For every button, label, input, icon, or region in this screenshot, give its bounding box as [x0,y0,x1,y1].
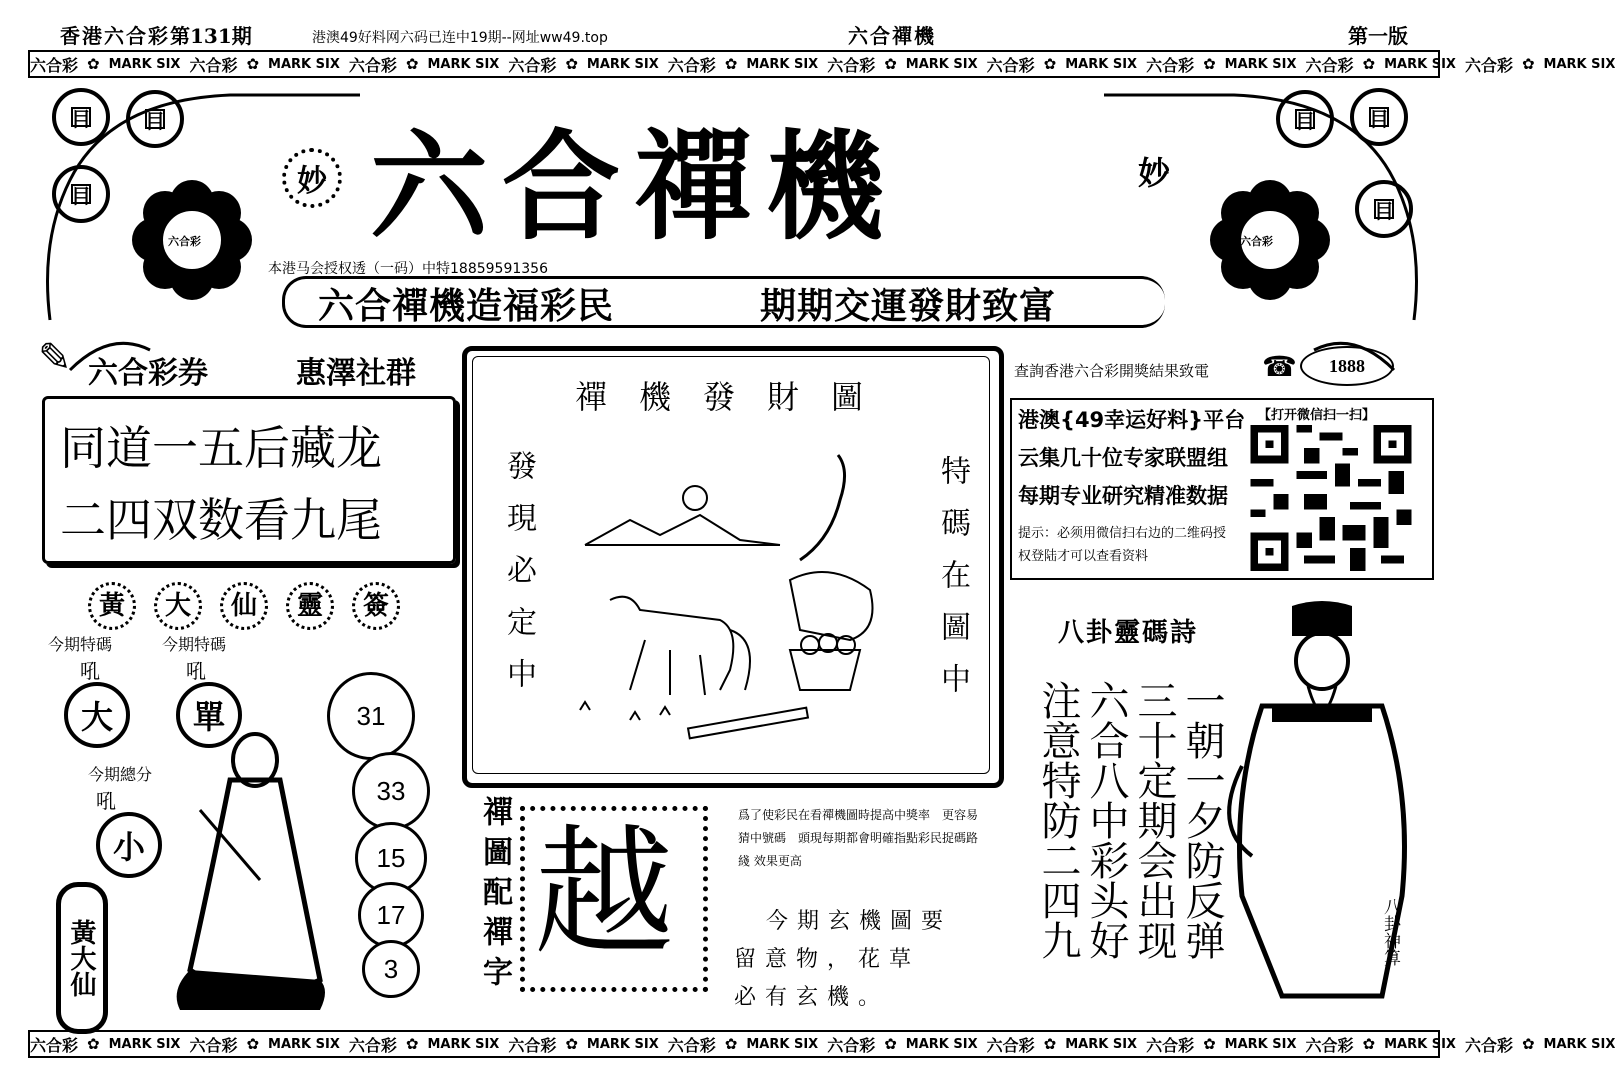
coin-icon: 目 [52,165,110,223]
slogan-right: 期期交運發財致富 [760,286,1057,327]
strip-logo: 六合彩 [1464,1035,1513,1055]
strip-logo: 六合彩 [1146,1035,1195,1055]
left-heading-right: 惠澤社群 [296,356,416,391]
flower-icon: ✿ [87,1035,100,1053]
flower-icon: ✿ [1521,55,1535,73]
picture-right-col: 特碼在圖中 [935,455,970,715]
ad-line2: 云集几十位专家联盟组 [1018,446,1228,470]
slogan-left: 六合禪機造福彩民 [318,286,615,327]
banner-title: 六合禪機 [370,117,899,256]
strip-mark-six: MARK SIX [586,1036,659,1052]
strip-mark-six: MARK SIX [427,56,500,72]
hou-3: 吼 [96,789,116,813]
issue-header [60,20,252,49]
strip-mark-six: MARK SIX [905,56,978,72]
phone-number: 1888 [1300,346,1394,386]
strip-mark-six: MARK SIX [108,56,181,72]
license-text: 本港马会授权透（一码）中特18859591356 [268,261,548,277]
strip-logo: 六合彩 [1146,55,1195,75]
strip-logo: 六合彩 [667,1035,716,1055]
strip-logo: 六合彩 [827,1035,876,1055]
coin-icon: 目 [126,90,184,148]
qr-code-icon[interactable] [1250,425,1412,571]
coin-icon: 目 [1355,180,1413,238]
number-ball: 33 [352,752,430,830]
flame-icon: ✎ [38,335,72,381]
flower-icon: ✿ [565,1035,578,1053]
ad-tip: 提示：必须用微信扫右边的二维码授权登陆才可以查看资料 [1018,526,1227,564]
strip-logo: 六合彩 [348,55,397,75]
huang-title-char: 黃 [88,582,136,630]
huang-label-1: 今期特碼 [48,635,113,654]
header-center-title: 六合禪機 [848,24,936,48]
strip-logo: 六合彩 [986,55,1035,75]
coin-icon: 目 [1350,88,1408,146]
strip-logo: 六合彩 [827,55,876,75]
strip-logo: 六合彩 [1305,1035,1354,1055]
strip-mark-six: MARK SIX [746,56,819,72]
picture-note: 爲了使彩民在看禪機圖時提高中獎率 更容易猜中號碼 頭現每期都會明確指點彩民捉碼路綫 效果更高 [738,808,979,868]
poem-line: 三十定期会出现 [1131,680,1177,960]
strip-mark-six: MARK SIX [586,56,659,72]
coin-icon: 目 [1276,90,1334,148]
edition-label: 第一版 [1348,24,1408,48]
strip-logo: 六合彩 [986,1035,1035,1055]
big-char: 越 [534,812,675,975]
phone-icon: ☎ [1262,350,1297,383]
hou-2: 吼 [186,659,206,683]
flower-icon: ✿ [884,55,897,73]
phone-text: 查詢香港六合彩開獎結果致電 [1014,362,1210,380]
poem-line: 六合八中彩头好 [1083,680,1129,960]
hint-line2: 留意物，花草 [734,947,921,972]
site-notice: 港澳49好料网六码已连中19期--网址ww49.top [312,30,608,46]
flower-icon: ✿ [405,55,419,73]
strip-mark-six: MARK SIX [905,1036,978,1052]
side-title: 禪圖配禪字 [477,796,512,996]
strip-mark-six: MARK SIX [1384,1036,1456,1052]
strip-logo: 六合彩 [1305,55,1354,75]
number-ball: 3 [362,940,420,998]
strip-mark-six: MARK SIX [1065,1036,1138,1052]
strip-mark-six: MARK SIX [1543,1036,1615,1052]
strip-logo: 六合彩 [189,55,238,75]
pick-odd: 單 [176,682,242,748]
pick-big: 大 [64,682,130,748]
issue-prefix: 香港六合彩 [60,24,170,48]
huang-label-2: 今期特碼 [162,635,227,654]
flower-icon: ✿ [1203,1035,1216,1053]
strip-mark-six: MARK SIX [268,56,340,72]
strip-logo: 六合彩 [348,1035,397,1055]
miao-seal-left: 妙 [282,148,342,208]
strip-mark-six: MARK SIX [427,1036,500,1052]
flower-label: 六合彩 [168,235,201,248]
verse-line2: 二四双数看九尾 [60,493,382,547]
huang-seal: 黃大仙 [56,882,108,1034]
flower-icon: ✿ [565,55,578,73]
strip-mark-six: MARK SIX [108,1036,181,1052]
flower-label: 六合彩 [1240,235,1273,248]
strip-logo: 六合彩 [189,1035,238,1055]
strip-mark-six: MARK SIX [268,1036,340,1052]
picture-left-col: 發現必定中 [501,450,536,710]
flower-icon: ✿ [246,1035,260,1053]
poem-line: 一朝一夕防反弹 [1179,680,1225,960]
qr-label: 【打开微信扫一扫】 [1258,408,1376,423]
flower-icon: ✿ [884,1035,897,1053]
strip-mark-six: MARK SIX [746,1036,819,1052]
huang-title-char: 簽 [352,582,400,630]
number-ball: 15 [355,822,427,894]
ad-line3: 每期专业研究精准数据 [1018,484,1228,508]
strip-logo: 六合彩 [508,55,557,75]
strip-logo: 六合彩 [30,1035,79,1055]
huang-title-char: 仙 [220,582,268,630]
huang-title-char: 靈 [286,582,334,630]
hint-line3: 必有玄機。 [734,985,890,1010]
coin-icon: 目 [52,88,110,146]
flower-icon: ✿ [1362,55,1376,73]
strip-mark-six: MARK SIX [1224,56,1297,72]
strip-mark-six: MARK SIX [1543,56,1615,72]
strip-logo: 六合彩 [30,55,79,75]
pick-small: 小 [96,812,162,878]
flower-icon: ✿ [405,1035,419,1053]
flower-icon: ✿ [724,55,738,73]
sage-figure-icon [170,720,330,1020]
strip-logo: 六合彩 [1464,55,1513,75]
riddle-drawing [570,440,900,750]
flower-icon: ✿ [1043,55,1057,73]
issue-number: 第131期 [170,24,252,48]
bagua-signature: 八卦神算 [1380,898,1400,966]
number-ball: 31 [327,672,415,760]
strip-mark-six: MARK SIX [1224,1036,1297,1052]
strip-mark-six: MARK SIX [1384,56,1456,72]
flower-icon: ✿ [1362,1035,1376,1053]
flower-icon: ✿ [246,55,260,73]
huang-title-char: 大 [154,582,202,630]
flower-icon: ✿ [87,55,100,73]
flower-icon: ✿ [724,1035,738,1053]
ad-line1: 港澳{49幸运好料}平台 [1018,408,1246,432]
picture-title: 禪機發財圖 [575,378,896,416]
miao-seal-right: 妙 [1138,154,1171,192]
huang-label-3: 今期總分 [88,765,153,784]
mark-six-strip-bottom [28,1030,1615,1058]
number-ball: 17 [358,882,424,948]
poem-line: 注意特防二四九 [1035,680,1081,960]
flower-icon: ✿ [1203,55,1216,73]
flower-icon: ✿ [1043,1035,1057,1053]
strip-logo: 六合彩 [508,1035,557,1055]
bagua-title: 八卦靈碼詩 [1058,618,1199,648]
strip-mark-six: MARK SIX [1065,56,1138,72]
verse-line1: 同道一五后藏龙 [60,421,382,475]
flower-icon: ✿ [1521,1035,1535,1053]
hou-1: 吼 [80,659,100,683]
left-heading-left: 六合彩券 [88,356,208,391]
strip-logo: 六合彩 [667,55,716,75]
hint-line1: 今期玄機圖要 [766,909,953,934]
